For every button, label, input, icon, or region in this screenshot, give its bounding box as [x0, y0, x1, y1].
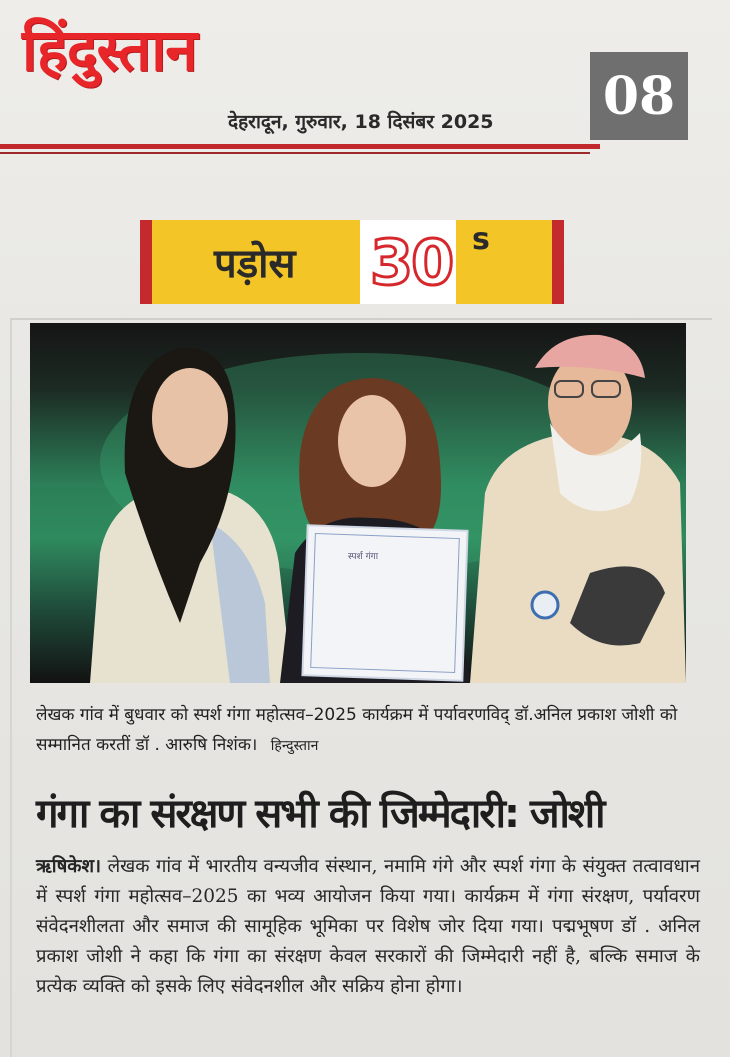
section-number-box: [360, 220, 456, 304]
article-dateline: ऋषिकेश।: [36, 856, 102, 877]
article-headline: गंगा का संरक्षण सभी की जिम्मेदारी: जोशी: [36, 791, 604, 837]
edition-dateline: देहरादून, गुरुवार, 18 दिसंबर 2025: [228, 111, 494, 133]
section-number: 30: [370, 226, 453, 299]
article-body-text: लेखक गांव में भारतीय वन्यजीव संस्थान, नमामि गंगे और स्पर्श गंगा के संयुक्त तत्वावधान में स्पर्श गंगा महोत्सव–2025 का भव्य आयोजन किया गया। कार्यक्रम में गंगा संरक्षण, पर्यावरण संवेदनशीलता और समाज की सामूहिक भूमिका पर विशेष जोर दिया गया। पद्मभूषण डॉ . अनिल प्रकाश जोशी ने कहा कि गंगा का संरक्षण केवल सरकारों की जिम्मेदारी नहीं है, बल्कि समाज के प्रत्येक व्यक्ति को इसके लिए संवेदनशील और सक्रिय होना होगा।: [36, 856, 700, 997]
caption-text: लेखक गांव में बुधवार को स्पर्श गंगा महोत्सव–2025 कार्यक्रम में पर्यावरणविद् डॉ.अनिल प्रकाश जोशी को सम्मानित करतीं डॉ . आरुषि निशंक।: [36, 705, 678, 755]
masthead-rule: [0, 144, 600, 149]
section-label: पड़ोस: [214, 241, 296, 287]
page-number-box: 08: [590, 52, 688, 140]
photo-credit: हिन्दुस्तान: [270, 738, 319, 754]
article-body: [36, 852, 700, 1002]
section-suffix: s: [472, 222, 490, 257]
middle-person-face: [338, 395, 406, 487]
certificate: [302, 525, 467, 680]
photo-illustration: [30, 323, 686, 683]
section-banner: [140, 220, 564, 304]
badge-icon: [532, 592, 558, 618]
masthead-rule-thin: [0, 152, 590, 154]
left-person-face: [152, 368, 228, 468]
news-photo: [30, 323, 686, 683]
certificate-title: स्पर्श गंगा: [348, 552, 379, 562]
newspaper-masthead: हिंदुस्तान: [22, 16, 197, 84]
photo-caption: [36, 700, 696, 761]
